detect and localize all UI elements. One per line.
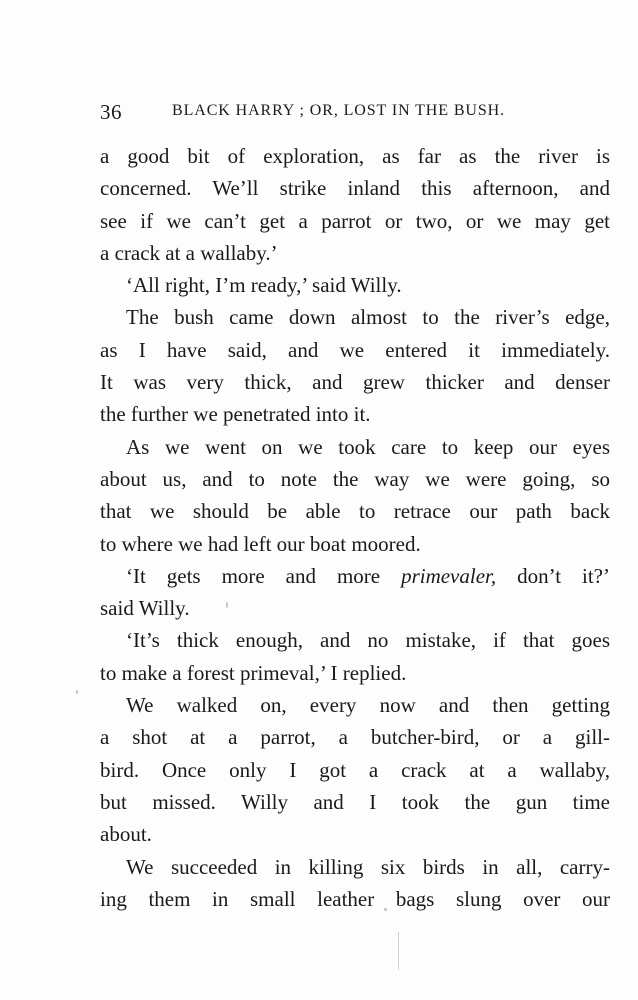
text-line-italic-mixed	[100, 560, 610, 592]
running-head	[100, 100, 610, 128]
text-line: the further we penetrated into it.	[100, 402, 371, 427]
text-line: As we went on we took care to keep our eyes	[126, 434, 610, 459]
text-line: It was very thick, and grew thicker and denser	[100, 370, 610, 395]
text-line: ing them in small leather bags slung over our	[100, 886, 610, 911]
text-line: about.	[100, 822, 152, 847]
text-fragment: ‘It gets more and more	[126, 563, 402, 588]
text-line: a crack at a wallaby.’	[100, 240, 278, 265]
print-speck	[226, 602, 228, 608]
text-line: a good bit of exploration, as far as the river is	[100, 144, 610, 168]
text-line: that we should be able to retrace our path back	[100, 499, 610, 524]
text-line: We walked on, every now and then getting	[126, 693, 610, 718]
text-line: ‘It’s thick enough, and no mistake, if that goes	[126, 628, 610, 653]
body-text	[100, 140, 610, 915]
text-line: said Willy.	[100, 596, 190, 621]
text-line: ‘All right, I’m ready,’ said Willy.	[126, 273, 402, 298]
text-line: a shot at a parrot, a butcher-bird, or a gill-	[100, 725, 610, 750]
italic-word: primevaler,	[401, 563, 497, 588]
text-line: but missed. Willy and I took the gun time	[100, 789, 610, 814]
text-line: The bush came down almost to the river’s edge,	[126, 305, 610, 330]
text-line: bird. Once only I got a crack at a wallaby,	[100, 757, 610, 782]
text-line: to where we had left our boat moored.	[100, 531, 421, 556]
text-line: about us, and to note the way we were going, so	[100, 466, 610, 491]
text-line: see if we can’t get a parrot or two, or we may get	[100, 208, 610, 233]
print-speck	[398, 932, 399, 970]
text-line: as I have said, and we entered it immediately.	[100, 337, 610, 362]
text-line: We succeeded in killing six birds in all, carry-	[126, 854, 610, 879]
text-fragment: don’t it?’	[496, 563, 610, 588]
running-title: BLACK HARRY ; OR, LOST IN THE BUSH.	[172, 102, 506, 119]
text-line: to make a forest primeval,’ I replied.	[100, 660, 407, 685]
print-speck	[76, 690, 78, 694]
page-number: 36	[100, 100, 122, 124]
text-line: concerned. We’ll strike inland this afternoon, and	[100, 176, 610, 201]
print-speck	[384, 908, 387, 911]
